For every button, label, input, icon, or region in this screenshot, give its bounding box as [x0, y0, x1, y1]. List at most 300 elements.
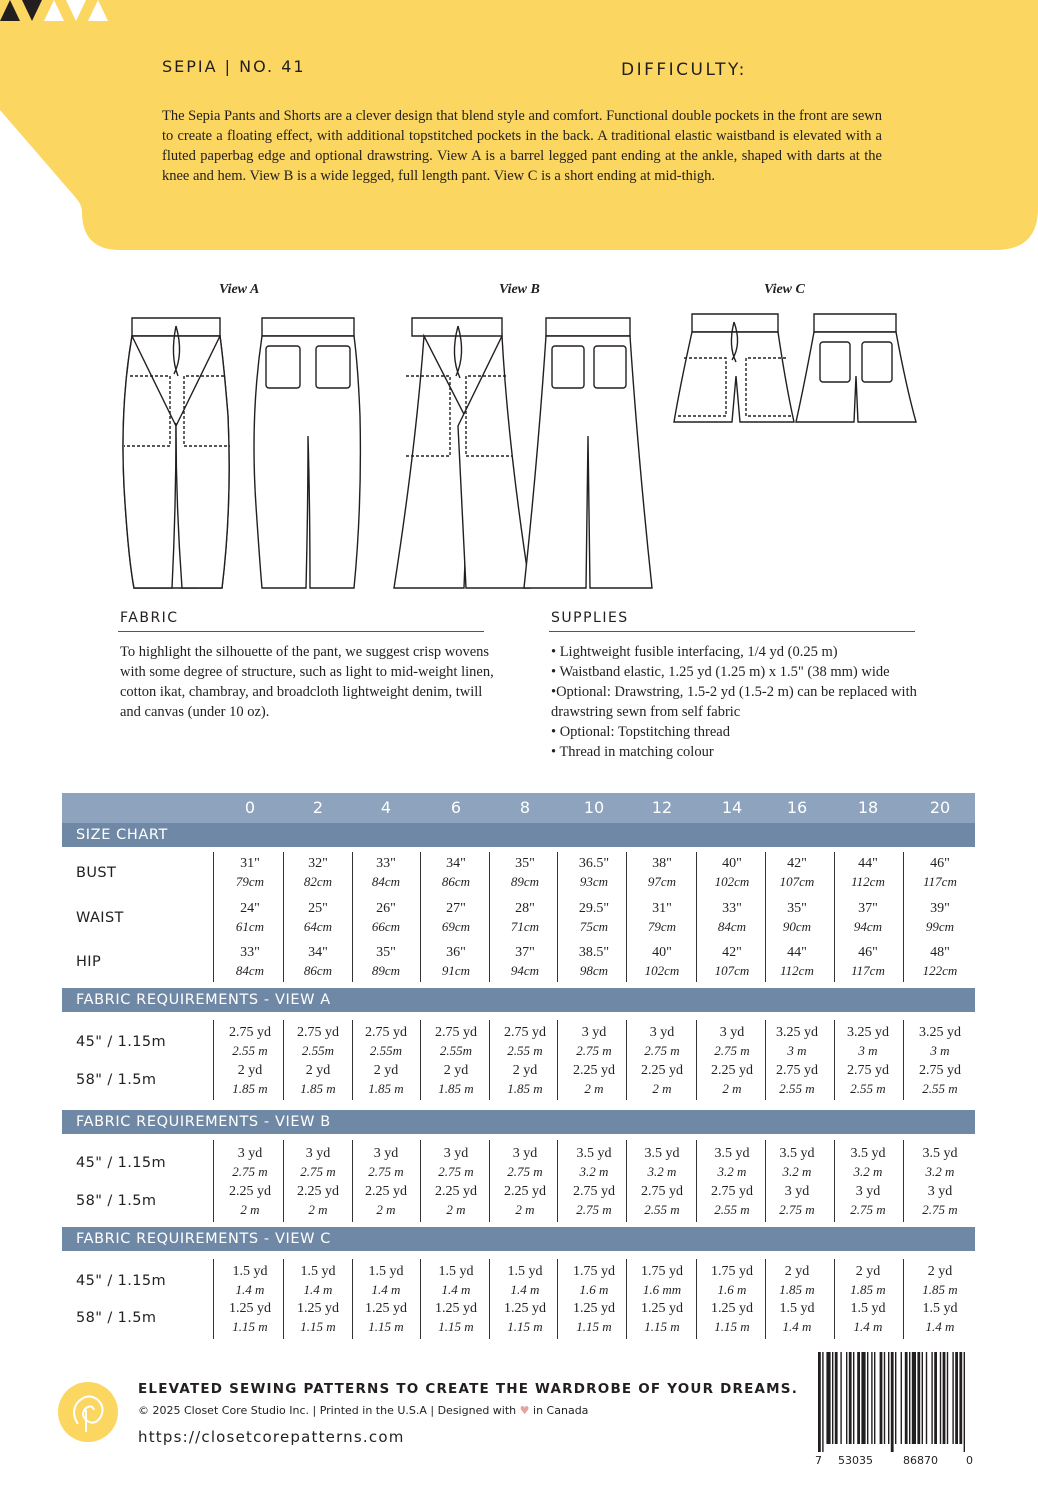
supplies-rule	[549, 631, 915, 632]
fabric-view-b-cell-imperial: 3 yd	[443, 1146, 469, 1161]
size-chart-cell	[560, 900, 628, 936]
fabric-view-a-cell-metric: 3 m	[858, 1043, 878, 1058]
barcode-digit: 86870	[903, 1454, 938, 1467]
fabric-view-b-cell	[834, 1145, 902, 1181]
fabric-view-a-divider	[903, 1020, 904, 1100]
fabric-view-b-cell-imperial: 2.25 yd	[365, 1184, 407, 1199]
size-chart-cell-imperial: 24"	[240, 901, 260, 916]
fabric-view-b-divider	[213, 1140, 214, 1222]
fabric-view-c-cell-imperial: 1.5 yd	[922, 1301, 958, 1316]
fabric-view-b-cell-imperial: 3.5 yd	[714, 1146, 750, 1161]
fabric-view-b-cell-metric: 2.55 m	[644, 1202, 680, 1217]
fabric-view-a-divider	[420, 1020, 421, 1100]
fabric-view-b-cell-imperial: 3 yd	[305, 1146, 331, 1161]
fabric-view-a-cell-imperial: 3 yd	[719, 1025, 745, 1040]
size-chart-divider	[213, 852, 214, 982]
size-chart-cell-imperial: 29.5"	[578, 901, 610, 916]
size-chart-cell-imperial: 33"	[722, 901, 742, 916]
fabric-view-c-cell-metric: 1.15 m	[232, 1319, 268, 1334]
fabric-view-c-cell-metric: 1.4 m	[510, 1282, 540, 1297]
size-chart-cell	[216, 900, 284, 936]
fabric-view-c-cell	[491, 1263, 559, 1299]
fabric-view-b-cell-imperial: 2.75 yd	[573, 1184, 615, 1199]
size-chart-cell	[906, 855, 974, 891]
fabric-view-a-cell-imperial: 2 yd	[512, 1063, 538, 1078]
fabric-view-b-cell	[698, 1183, 766, 1219]
fabric-view-b-cell-metric: 2.75 m	[368, 1164, 404, 1179]
fabric-view-c-cell-imperial: 1.5 yd	[232, 1264, 268, 1279]
fabric-view-c-cell	[216, 1300, 284, 1336]
fabric-view-a-cell-metric: 2 m	[652, 1081, 672, 1096]
size-chart-cell	[284, 855, 352, 891]
size-chart-cell-metric: 82cm	[303, 874, 333, 889]
tagline: ELEVATED SEWING PATTERNS TO CREATE THE WARDROBE OF YOUR DREAMS.	[138, 1381, 799, 1397]
size-chart-cell	[906, 944, 974, 980]
size-chart-cell	[352, 900, 420, 936]
size-chart-cell-metric: 61cm	[235, 919, 265, 934]
fabric-view-a-cell-metric: 1.85 m	[368, 1081, 404, 1096]
fabric-view-c-cell	[628, 1300, 696, 1336]
supplies-item: •Optional: Drawstring, 1.5-2 yd (1.5-2 m) can be replaced with drawstring sewn from self fabric	[551, 684, 917, 720]
fabric-view-a-cell-imperial: 2 yd	[443, 1063, 469, 1078]
size-chart-cell-metric: 98cm	[579, 963, 609, 978]
fabric-view-c-cell	[284, 1263, 352, 1299]
fabric-view-b-cell-metric: 2 m	[515, 1202, 535, 1217]
difficulty-triangle-icon	[44, 0, 64, 21]
fabric-view-a-cell-metric: 2.55 m	[850, 1081, 886, 1096]
fabric-view-a-cell-imperial: 2.75 yd	[919, 1063, 961, 1078]
fabric-view-c-cell-imperial: 1.25 yd	[573, 1301, 615, 1316]
fabric-rule	[118, 631, 484, 632]
fabric-view-c-cell-metric: 1.15 m	[438, 1319, 474, 1334]
fabric-view-b-cell-imperial: 2.75 yd	[711, 1184, 753, 1199]
size-header-20: 20	[929, 798, 951, 817]
fabric-view-b-cell-metric: 2 m	[446, 1202, 466, 1217]
fabric-view-a-cell-imperial: 3.25 yd	[847, 1025, 889, 1040]
pattern-description: The Sepia Pants and Shorts are a clever design that blend style and comfort. Functional double pockets in the front are sewn to create a floating effect, with additional topstitched pockets in the back. A traditional elastic waistband is elevated with a fluted paperbag edge and optional drawstring. View A is a barrel legged pant ending at the ankle, shaped with darts at the knee and hem. View B is a wide legged, full length pant. View C is a short ending at mid-thigh.	[162, 108, 882, 184]
fabric-title: FABRIC	[120, 610, 179, 626]
fabric-view-a-cell	[906, 1024, 974, 1060]
pattern-name: SEPIA | NO. 41	[162, 57, 306, 76]
fabric-view-c-cell-metric: 1.15 m	[507, 1319, 543, 1334]
fabric-view-a-cell-imperial: 2.75 yd	[365, 1025, 407, 1040]
fabric-view-c-cell	[628, 1263, 696, 1299]
size-chart-cell-metric: 89cm	[371, 963, 401, 978]
fabric-view-a-cell-metric: 1.85 m	[232, 1081, 268, 1096]
size-chart-cell-imperial: 31"	[240, 856, 260, 871]
fabric-view-b-cell-metric: 2.75 m	[438, 1164, 474, 1179]
fabric-view-a-cell-metric: 2.55m	[439, 1043, 473, 1058]
size-chart-cell-metric: 86cm	[441, 874, 471, 889]
size-chart-cell	[628, 944, 696, 980]
fabric-view-b-cell-imperial: 2.25 yd	[435, 1184, 477, 1199]
fabric-view-b-cell-imperial: 3 yd	[237, 1146, 263, 1161]
closet-core-logo	[56, 1380, 120, 1444]
size-chart-cell-metric: 112cm	[780, 963, 814, 978]
fabric-view-c-cell-metric: 1.85 m	[779, 1282, 815, 1297]
size-header-16: 16	[786, 798, 808, 817]
fabric-view-b-cell-imperial: 2.25 yd	[229, 1184, 271, 1199]
size-chart-cell-metric: 97cm	[647, 874, 677, 889]
size-chart-cell-metric: 90cm	[782, 919, 812, 934]
fabric-view-b-cell-metric: 2 m	[240, 1202, 260, 1217]
size-chart-cell-imperial: 31"	[652, 901, 672, 916]
fabric-view-c-cell	[560, 1263, 628, 1299]
size-chart-cell-imperial: 40"	[652, 945, 672, 960]
fabric-view-a-cell-imperial: 2.25 yd	[641, 1063, 683, 1078]
fabric-view-b-cell-metric: 3.2 m	[782, 1164, 812, 1179]
size-header-18: 18	[857, 798, 879, 817]
fabric-view-c-divider	[903, 1259, 904, 1339]
fabric-view-c-cell	[763, 1300, 831, 1336]
size-chart-cell-metric: 112cm	[851, 874, 885, 889]
size-chart-cell-metric: 93cm	[579, 874, 609, 889]
fabric-view-a-cell	[352, 1062, 420, 1098]
size-chart-cell	[216, 855, 284, 891]
fabric-view-b-divider	[696, 1140, 697, 1222]
fabric-view-a-cell	[422, 1024, 490, 1060]
fabric-description: To highlight the silhouette of the pant, we suggest crisp wovens with some degree of structure, such as light to mid-weight linen, cotton ikat, chambray, and broadcloth lightweight denim, twill and canvas (under 10 oz).	[120, 644, 494, 720]
fabric-view-b-cell-metric: 2.55 m	[714, 1202, 750, 1217]
fabric-view-c-cell	[352, 1263, 420, 1299]
size-chart-cell-imperial: 35"	[515, 856, 535, 871]
fabric-view-a-cell	[560, 1062, 628, 1098]
fabric-view-b-cell-imperial: 3 yd	[512, 1146, 538, 1161]
fabric-view-c-cell	[560, 1300, 628, 1336]
fabric-view-b-cell	[560, 1145, 628, 1181]
fabric-view-c-cell	[906, 1300, 974, 1336]
fabric-view-b-cell	[906, 1183, 974, 1219]
size-chart-cell	[763, 944, 831, 980]
fabric-view-b-band: FABRIC REQUIREMENTS - VIEW B	[62, 1110, 975, 1134]
size-header-2: 2	[312, 798, 324, 817]
fabric-view-b-cell	[560, 1183, 628, 1219]
size-chart-cell-imperial: 25"	[308, 901, 328, 916]
fabric-view-a-cell	[628, 1062, 696, 1098]
fabric-view-a-cell-imperial: 2.25 yd	[711, 1063, 753, 1078]
fabric-view-c-divider	[213, 1259, 214, 1339]
fabric-view-b-cell-imperial: 2.25 yd	[297, 1184, 339, 1199]
fabric-view-b-cell	[422, 1145, 490, 1181]
fabric-view-b-divider	[903, 1140, 904, 1222]
fabric-view-a-cell-metric: 2.55 m	[232, 1043, 268, 1058]
fabric-view-b-cell-metric: 2.75 m	[850, 1202, 886, 1217]
size-chart-cell	[491, 944, 559, 980]
fabric-view-c-cell-metric: 1.4 m	[371, 1282, 401, 1297]
size-chart-cell-metric: 122cm	[922, 963, 958, 978]
size-header-8: 8	[519, 798, 531, 817]
fabric-view-b-cell	[491, 1145, 559, 1181]
fabric-view-c-cell-metric: 1.15 m	[644, 1319, 680, 1334]
fabric-view-a-cell-metric: 2.55m	[369, 1043, 403, 1058]
fabric-view-c-cell-imperial: 1.25 yd	[504, 1301, 546, 1316]
fabric-view-a-cell-metric: 2.55 m	[779, 1081, 815, 1096]
size-chart-cell-metric: 94cm	[853, 919, 883, 934]
fabric-view-b-cell-metric: 2 m	[376, 1202, 396, 1217]
size-chart-cell	[422, 900, 490, 936]
difficulty-triangle-icon	[22, 0, 42, 21]
size-chart-cell	[491, 900, 559, 936]
size-chart-cell	[628, 855, 696, 891]
fabric-view-a-cell-imperial: 2.75 yd	[847, 1063, 889, 1078]
size-chart-cell-metric: 117cm	[851, 963, 885, 978]
fabric-view-c-cell-imperial: 1.25 yd	[297, 1301, 339, 1316]
size-chart-cell-metric: 94cm	[510, 963, 540, 978]
fabric-view-c-row-label: 45" / 1.15m	[76, 1273, 167, 1289]
fabric-view-a-row-label: 58" / 1.5m	[76, 1072, 157, 1088]
size-chart-divider	[903, 852, 904, 982]
fabric-view-a-cell	[491, 1062, 559, 1098]
fabric-view-c-cell	[763, 1263, 831, 1299]
size-chart-cell	[284, 900, 352, 936]
size-chart-cell	[763, 855, 831, 891]
fabric-view-a-cell	[763, 1024, 831, 1060]
fabric-view-c-cell-metric: 1.15 m	[714, 1319, 750, 1334]
fabric-view-b-cell-imperial: 3 yd	[927, 1184, 953, 1199]
fabric-view-c-divider	[696, 1259, 697, 1339]
fabric-view-c-cell-imperial: 1.75 yd	[711, 1264, 753, 1279]
fabric-view-b-cell-imperial: 2.75 yd	[641, 1184, 683, 1199]
fabric-view-c-cell	[352, 1300, 420, 1336]
fabric-view-a-cell	[906, 1062, 974, 1098]
fabric-view-c-cell-metric: 1.4 m	[303, 1282, 333, 1297]
fabric-view-a-cell-metric: 2.75 m	[576, 1043, 612, 1058]
size-chart-cell-imperial: 33"	[376, 856, 396, 871]
fabric-view-b-row-label: 58" / 1.5m	[76, 1193, 157, 1209]
fabric-view-a-cell-metric: 2.75 m	[644, 1043, 680, 1058]
fabric-view-c-cell-metric: 1.4 m	[853, 1319, 883, 1334]
fabric-view-b-cell	[216, 1145, 284, 1181]
fabric-view-b-cell-metric: 3.2 m	[579, 1164, 609, 1179]
barcode-digit: 7	[815, 1454, 822, 1467]
fabric-view-a-cell-imperial: 2.75 yd	[229, 1025, 271, 1040]
supplies-item: • Waistband elastic, 1.25 yd (1.25 m) x 1.5" (38 mm) wide	[551, 664, 890, 680]
fabric-view-a-cell	[628, 1024, 696, 1060]
size-chart-cell-imperial: 26"	[376, 901, 396, 916]
size-chart-row-label: BUST	[76, 865, 117, 881]
size-chart-cell	[560, 944, 628, 980]
fabric-view-c-cell-metric: 1.4 m	[782, 1319, 812, 1334]
size-chart-cell	[834, 900, 902, 936]
fabric-view-a-cell-imperial: 2.75 yd	[776, 1063, 818, 1078]
fabric-view-c-cell-metric: 1.4 m	[235, 1282, 265, 1297]
fabric-view-a-cell	[560, 1024, 628, 1060]
size-chart-cell-imperial: 42"	[787, 856, 807, 871]
fabric-view-b-cell-metric: 2.75 m	[300, 1164, 336, 1179]
size-header-12: 12	[651, 798, 673, 817]
fabric-view-c-band: FABRIC REQUIREMENTS - VIEW C	[62, 1227, 975, 1251]
size-chart-cell-imperial: 39"	[930, 901, 950, 916]
size-chart-cell-metric: 79cm	[235, 874, 265, 889]
fabric-view-c-cell	[284, 1300, 352, 1336]
fabric-view-b-cell-metric: 3.2 m	[647, 1164, 677, 1179]
size-chart-cell-metric: 102cm	[714, 874, 750, 889]
size-chart-cell-metric: 71cm	[510, 919, 540, 934]
size-chart-cell	[834, 944, 902, 980]
fabric-view-a-cell-metric: 2.55 m	[922, 1081, 958, 1096]
fabric-view-b-cell	[491, 1183, 559, 1219]
fabric-view-b-cell	[284, 1145, 352, 1181]
fabric-view-b-cell-imperial: 3 yd	[784, 1184, 810, 1199]
fabric-view-c-cell-metric: 1.6 mm	[642, 1282, 682, 1297]
fabric-view-a-cell-imperial: 2 yd	[373, 1063, 399, 1078]
fabric-view-c-cell-metric: 1.4 m	[441, 1282, 471, 1297]
supplies-item: • Lightweight fusible interfacing, 1/4 yd (0.25 m)	[551, 644, 838, 660]
difficulty-triangle-icon	[66, 0, 86, 21]
fabric-view-b-cell-imperial: 3.5 yd	[576, 1146, 612, 1161]
fabric-view-c-cell	[698, 1263, 766, 1299]
fabric-view-c-cell-imperial: 1.5 yd	[507, 1264, 543, 1279]
size-chart-cell	[422, 855, 490, 891]
fabric-view-a-cell-metric: 2.75 m	[714, 1043, 750, 1058]
fabric-view-c-divider	[420, 1259, 421, 1339]
fabric-view-b-cell-imperial: 3.5 yd	[922, 1146, 958, 1161]
size-header-14: 14	[721, 798, 743, 817]
size-chart-cell-imperial: 46"	[858, 945, 878, 960]
size-chart-cell-imperial: 35"	[787, 901, 807, 916]
size-chart-cell-imperial: 35"	[376, 945, 396, 960]
fabric-view-c-cell-imperial: 1.75 yd	[573, 1264, 615, 1279]
fabric-view-a-cell-metric: 1.85 m	[507, 1081, 543, 1096]
size-chart-cell-metric: 107cm	[779, 874, 815, 889]
fabric-view-a-cell-imperial: 2.25 yd	[573, 1063, 615, 1078]
size-chart-cell	[906, 900, 974, 936]
fabric-view-b-cell-metric: 2.75 m	[922, 1202, 958, 1217]
fabric-view-c-cell-imperial: 1.5 yd	[438, 1264, 474, 1279]
fabric-view-a-cell-imperial: 2.75 yd	[504, 1025, 546, 1040]
size-chart-cell-imperial: 28"	[515, 901, 535, 916]
fabric-view-b-cell	[422, 1183, 490, 1219]
size-chart-cell-imperial: 44"	[787, 945, 807, 960]
size-chart-cell-metric: 84cm	[717, 919, 747, 934]
size-chart-cell-imperial: 40"	[722, 856, 742, 871]
fabric-view-b-cell	[906, 1145, 974, 1181]
size-chart-divider	[696, 852, 697, 982]
size-chart-cell-metric: 91cm	[441, 963, 471, 978]
size-chart-cell-imperial: 38"	[652, 856, 672, 871]
fabric-view-a-band: FABRIC REQUIREMENTS - VIEW A	[62, 988, 975, 1012]
fabric-view-b-cell-metric: 2.75 m	[779, 1202, 815, 1217]
fabric-view-b-cell	[352, 1183, 420, 1219]
size-header-6: 6	[450, 798, 462, 817]
fabric-view-a-row-label: 45" / 1.15m	[76, 1034, 167, 1050]
view-b-label: View B	[499, 282, 540, 297]
fabric-view-b-cell	[698, 1145, 766, 1181]
size-chart-row-label: HIP	[76, 954, 102, 970]
difficulty-rating	[0, 0, 110, 24]
size-chart-cell-metric: 64cm	[303, 919, 333, 934]
copyright-line	[138, 1404, 588, 1417]
fabric-view-c-cell-imperial: 1.25 yd	[229, 1301, 271, 1316]
size-chart-cell-metric: 89cm	[510, 874, 540, 889]
difficulty-triangle-icon	[0, 0, 20, 21]
fabric-view-a-cell-metric: 2 m	[584, 1081, 604, 1096]
fabric-view-b-cell	[628, 1145, 696, 1181]
fabric-view-c-cell-imperial: 1.25 yd	[435, 1301, 477, 1316]
size-chart-cell-imperial: 46"	[930, 856, 950, 871]
fabric-view-a-cell	[834, 1062, 902, 1098]
fabric-view-c-cell-metric: 1.85 m	[922, 1282, 958, 1297]
fabric-view-a-cell-metric: 1.85 m	[300, 1081, 336, 1096]
size-chart-cell	[698, 855, 766, 891]
fabric-view-c-cell-metric: 1.6 m	[579, 1282, 609, 1297]
size-chart-cell	[834, 855, 902, 891]
fabric-view-b-cell-metric: 3.2 m	[925, 1164, 955, 1179]
fabric-view-b-cell-imperial: 3 yd	[373, 1146, 399, 1161]
fabric-view-c-cell	[834, 1263, 902, 1299]
fabric-view-c-cell-metric: 1.15 m	[368, 1319, 404, 1334]
fabric-view-c-cell-imperial: 1.25 yd	[711, 1301, 753, 1316]
heart-icon: ♥	[519, 1404, 530, 1417]
header-banner	[0, 0, 1038, 260]
fabric-view-b-cell	[834, 1183, 902, 1219]
fabric-view-a-cell	[698, 1062, 766, 1098]
size-chart-cell-metric: 102cm	[644, 963, 680, 978]
size-chart-cell-imperial: 32"	[308, 856, 328, 871]
fabric-view-c-cell-imperial: 1.5 yd	[300, 1264, 336, 1279]
fabric-view-b-cell	[628, 1183, 696, 1219]
fabric-view-a-divider	[213, 1020, 214, 1100]
fabric-view-a-cell-metric: 2 m	[722, 1081, 742, 1096]
view-a-label: View A	[219, 282, 260, 297]
size-chart-cell	[491, 855, 559, 891]
size-chart-cell-imperial: 42"	[722, 945, 742, 960]
fabric-view-c-cell-imperial: 1.5 yd	[368, 1264, 404, 1279]
supplies-list	[551, 642, 931, 762]
fabric-view-a-cell-imperial: 2.75 yd	[297, 1025, 339, 1040]
fabric-view-a-cell	[491, 1024, 559, 1060]
fabric-view-a-cell-imperial: 2.75 yd	[435, 1025, 477, 1040]
size-chart-divider	[420, 852, 421, 982]
size-chart-cell-metric: 86cm	[303, 963, 333, 978]
fabric-view-a-cell	[834, 1024, 902, 1060]
size-header-band	[62, 793, 975, 823]
fabric-view-c-cell	[422, 1263, 490, 1299]
fabric-view-a-cell-imperial: 3.25 yd	[919, 1025, 961, 1040]
fabric-view-a-divider	[696, 1020, 697, 1100]
website-link[interactable]: https://closetcorepatterns.com	[138, 1428, 405, 1446]
copyright-location: in Canada	[533, 1404, 589, 1417]
fabric-view-c-cell-imperial: 1.5 yd	[779, 1301, 815, 1316]
size-chart-cell-metric: 69cm	[441, 919, 471, 934]
size-chart-cell	[352, 944, 420, 980]
fabric-view-b-cell	[763, 1183, 831, 1219]
fabric-view-b-cell-metric: 2.75 m	[576, 1202, 612, 1217]
size-chart-cell	[284, 944, 352, 980]
fabric-view-a-cell-imperial: 2 yd	[237, 1063, 263, 1078]
fabric-view-c-cell-metric: 1.85 m	[850, 1282, 886, 1297]
fabric-view-a-cell-metric: 3 m	[930, 1043, 950, 1058]
fabric-view-a-cell	[352, 1024, 420, 1060]
fabric-view-a-cell-imperial: 3.25 yd	[776, 1025, 818, 1040]
size-header-4: 4	[380, 798, 392, 817]
size-header-0: 0	[244, 798, 256, 817]
fabric-view-b-divider	[420, 1140, 421, 1222]
fabric-view-b-cell-metric: 3.2 m	[853, 1164, 883, 1179]
copyright-text: © 2025 Closet Core Studio Inc. | Printed in the U.S.A | Designed with	[138, 1404, 517, 1417]
fabric-view-a-cell-imperial: 3 yd	[649, 1025, 675, 1040]
size-chart-cell	[698, 900, 766, 936]
fabric-view-c-cell	[216, 1263, 284, 1299]
fabric-view-b-cell-imperial: 2.25 yd	[504, 1184, 546, 1199]
size-chart-cell	[698, 944, 766, 980]
fabric-view-b-cell-metric: 2.75 m	[232, 1164, 268, 1179]
size-chart-cell-metric: 107cm	[714, 963, 750, 978]
size-chart-row-label: WAIST	[76, 910, 124, 926]
supplies-item: • Optional: Topstitching thread	[551, 724, 730, 740]
size-chart-cell-metric: 117cm	[923, 874, 957, 889]
fabric-view-a-cell	[422, 1062, 490, 1098]
